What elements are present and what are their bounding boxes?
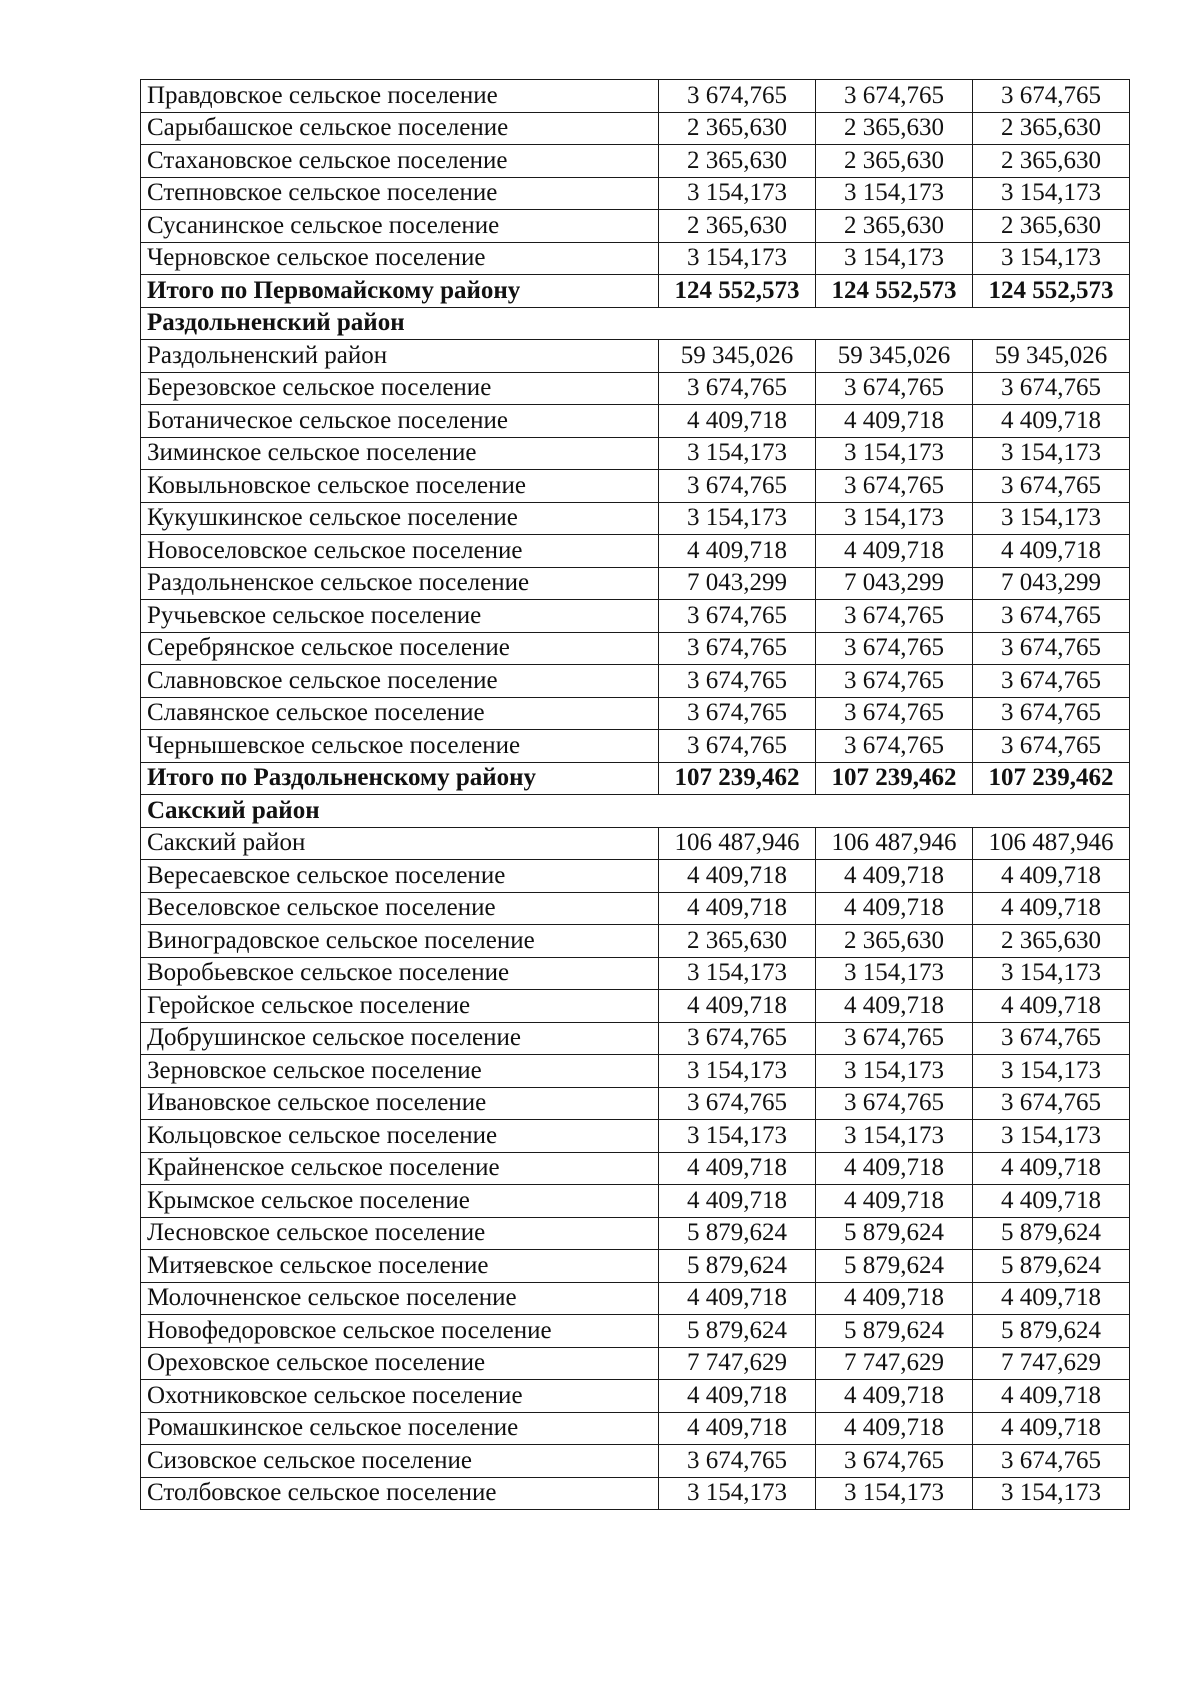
municipality-name: Чернышевское сельское поселение [141,730,659,763]
table-row [141,1055,1130,1088]
table-row [141,502,1130,535]
amount-year-3: 2 365,630 [973,145,1130,178]
amount-year-2: 4 409,718 [816,1380,973,1413]
amount-year-3: 4 409,718 [973,892,1130,925]
amount-year-1: 3 674,765 [659,1022,816,1055]
amount-year-1: 4 409,718 [659,1380,816,1413]
amount-year-1: 4 409,718 [659,892,816,925]
amount-year-2: 3 674,765 [816,665,973,698]
municipality-name: Сизовское сельское поселение [141,1445,659,1478]
amount-year-3: 4 409,718 [973,1185,1130,1218]
amount-year-1: 3 674,765 [659,470,816,503]
table-row [141,1087,1130,1120]
amount-year-1: 3 154,173 [659,1120,816,1153]
municipality-name: Кукушкинское сельское поселение [141,502,659,535]
table-row [141,892,1130,925]
amount-year-1: 3 154,173 [659,242,816,275]
total-row [141,275,1130,308]
table-row [141,437,1130,470]
municipality-name: Добрушинское сельское поселение [141,1022,659,1055]
table-row [141,340,1130,373]
amount-year-3: 3 154,173 [973,1477,1130,1510]
table-row [141,925,1130,958]
amount-year-2: 2 365,630 [816,145,973,178]
amount-year-3: 3 674,765 [973,730,1130,763]
document-page [140,79,1129,1510]
amount-year-3: 4 409,718 [973,1152,1130,1185]
municipality-name: Геройское сельское поселение [141,990,659,1023]
amount-year-2: 3 674,765 [816,600,973,633]
section-heading-row [141,795,1130,828]
amount-year-1: 3 154,173 [659,1055,816,1088]
municipality-name: Ореховское сельское поселение [141,1347,659,1380]
amount-year-1: 4 409,718 [659,405,816,438]
municipality-name: Славновское сельское поселение [141,665,659,698]
table-row [141,1022,1130,1055]
amount-year-1: 59 345,026 [659,340,816,373]
amount-year-1: 3 674,765 [659,372,816,405]
amount-year-3: 3 674,765 [973,1022,1130,1055]
amount-year-3: 4 409,718 [973,990,1130,1023]
amount-year-2: 3 674,765 [816,80,973,113]
municipality-name: Славянское сельское поселение [141,697,659,730]
municipality-name: Черновское сельское поселение [141,242,659,275]
table-row [141,632,1130,665]
municipality-name: Сарыбашское сельское поселение [141,112,659,145]
amount-year-3: 3 154,173 [973,177,1130,210]
amount-year-2: 2 365,630 [816,925,973,958]
amount-year-3: 3 154,173 [973,957,1130,990]
amount-year-1: 7 747,629 [659,1347,816,1380]
municipality-name: Ручьевское сельское поселение [141,600,659,633]
amount-year-2: 4 409,718 [816,990,973,1023]
municipality-name: Раздольненский район [141,340,659,373]
amount-year-2: 3 674,765 [816,1022,973,1055]
amount-year-1: 3 674,765 [659,1087,816,1120]
amount-year-1: 7 043,299 [659,567,816,600]
amount-year-2: 5 879,624 [816,1315,973,1348]
amount-year-3: 59 345,026 [973,340,1130,373]
amount-year-1: 3 674,765 [659,600,816,633]
table-row [141,112,1130,145]
amount-year-2: 2 365,630 [816,210,973,243]
municipality-name: Воробьевское сельское поселение [141,957,659,990]
amount-year-2: 3 674,765 [816,730,973,763]
total-amount-year-3: 107 239,462 [973,762,1130,795]
table-row [141,990,1130,1023]
amount-year-1: 4 409,718 [659,1282,816,1315]
municipality-name: Зиминское сельское поселение [141,437,659,470]
amount-year-1: 4 409,718 [659,860,816,893]
municipality-name: Новофедоровское сельское поселение [141,1315,659,1348]
total-label: Итого по Первомайскому району [141,275,659,308]
table-row [141,1412,1130,1445]
municipality-name: Ромашкинское сельское поселение [141,1412,659,1445]
section-heading-row [141,307,1130,340]
budget-allocation-table [140,79,1130,1510]
municipality-name: Раздольненское сельское поселение [141,567,659,600]
municipality-name: Правдовское сельское поселение [141,80,659,113]
amount-year-2: 4 409,718 [816,1412,973,1445]
amount-year-2: 3 674,765 [816,632,973,665]
amount-year-3: 3 674,765 [973,697,1130,730]
amount-year-3: 4 409,718 [973,1412,1130,1445]
table-row [141,1217,1130,1250]
table-row [141,1347,1130,1380]
municipality-name: Молочненское сельское поселение [141,1282,659,1315]
amount-year-2: 4 409,718 [816,405,973,438]
amount-year-1: 2 365,630 [659,925,816,958]
amount-year-3: 3 674,765 [973,600,1130,633]
table-row [141,827,1130,860]
table-row [141,730,1130,763]
table-row [141,567,1130,600]
municipality-name: Зерновское сельское поселение [141,1055,659,1088]
amount-year-1: 4 409,718 [659,990,816,1023]
municipality-name: Крымское сельское поселение [141,1185,659,1218]
amount-year-3: 7 043,299 [973,567,1130,600]
amount-year-2: 3 154,173 [816,1477,973,1510]
amount-year-1: 3 674,765 [659,697,816,730]
amount-year-1: 3 154,173 [659,177,816,210]
amount-year-1: 3 154,173 [659,437,816,470]
table-row [141,1315,1130,1348]
table-row [141,1477,1130,1510]
amount-year-2: 4 409,718 [816,1282,973,1315]
municipality-name: Веселовское сельское поселение [141,892,659,925]
section-heading: Раздольненский район [141,307,659,340]
table-row [141,957,1130,990]
amount-year-3: 2 365,630 [973,112,1130,145]
amount-year-1: 3 674,765 [659,80,816,113]
table-row [141,405,1130,438]
municipality-name: Сусанинское сельское поселение [141,210,659,243]
total-amount-year-3: 124 552,573 [973,275,1130,308]
amount-year-2: 3 674,765 [816,697,973,730]
amount-year-2: 2 365,630 [816,112,973,145]
table-row [141,1185,1130,1218]
table-row [141,600,1130,633]
amount-year-2: 4 409,718 [816,535,973,568]
total-amount-year-2: 107 239,462 [816,762,973,795]
amount-year-3: 3 154,173 [973,502,1130,535]
amount-year-3: 3 674,765 [973,665,1130,698]
municipality-name: Березовское сельское поселение [141,372,659,405]
amount-year-3: 2 365,630 [973,925,1130,958]
table-row [141,177,1130,210]
amount-year-3: 4 409,718 [973,405,1130,438]
amount-year-2: 3 154,173 [816,1120,973,1153]
amount-year-3: 4 409,718 [973,1282,1130,1315]
amount-year-2: 4 409,718 [816,892,973,925]
table-row [141,1120,1130,1153]
amount-year-2: 3 674,765 [816,372,973,405]
municipality-name: Ивановское сельское поселение [141,1087,659,1120]
municipality-name: Ковыльновское сельское поселение [141,470,659,503]
section-heading: Сакский район [141,795,659,828]
amount-year-1: 3 154,173 [659,502,816,535]
amount-year-3: 3 154,173 [973,242,1130,275]
amount-year-3: 3 674,765 [973,1445,1130,1478]
amount-year-1: 2 365,630 [659,145,816,178]
amount-year-2: 3 674,765 [816,1445,973,1478]
amount-year-3: 3 674,765 [973,632,1130,665]
table-row [141,665,1130,698]
municipality-name: Ботаническое сельское поселение [141,405,659,438]
amount-year-1: 2 365,630 [659,112,816,145]
amount-year-1: 4 409,718 [659,1185,816,1218]
amount-year-2: 5 879,624 [816,1250,973,1283]
municipality-name: Столбовское сельское поселение [141,1477,659,1510]
amount-year-2: 7 043,299 [816,567,973,600]
amount-year-2: 3 154,173 [816,177,973,210]
amount-year-2: 3 154,173 [816,1055,973,1088]
table-row [141,242,1130,275]
amount-year-3: 3 154,173 [973,1055,1130,1088]
amount-year-3: 3 674,765 [973,372,1130,405]
amount-year-1: 3 674,765 [659,1445,816,1478]
amount-year-2: 4 409,718 [816,860,973,893]
municipality-name: Новоселовское сельское поселение [141,535,659,568]
amount-year-2: 59 345,026 [816,340,973,373]
amount-year-3: 3 674,765 [973,1087,1130,1120]
amount-year-2: 3 154,173 [816,242,973,275]
table-row [141,1282,1130,1315]
municipality-name: Стахановское сельское поселение [141,145,659,178]
municipality-name: Охотниковское сельское поселение [141,1380,659,1413]
amount-year-1: 106 487,946 [659,827,816,860]
municipality-name: Вересаевское сельское поселение [141,860,659,893]
amount-year-2: 3 674,765 [816,470,973,503]
amount-year-1: 5 879,624 [659,1250,816,1283]
amount-year-3: 106 487,946 [973,827,1130,860]
municipality-name: Митяевское сельское поселение [141,1250,659,1283]
municipality-name: Крайненское сельское поселение [141,1152,659,1185]
amount-year-3: 3 154,173 [973,1120,1130,1153]
amount-year-3: 2 365,630 [973,210,1130,243]
table-row [141,145,1130,178]
amount-year-1: 3 674,765 [659,730,816,763]
amount-year-3: 4 409,718 [973,860,1130,893]
amount-year-1: 3 674,765 [659,665,816,698]
section-heading-empty-cell [659,795,1130,828]
amount-year-2: 3 154,173 [816,437,973,470]
table-body [141,80,1130,1510]
total-row [141,762,1130,795]
table-row [141,210,1130,243]
amount-year-3: 3 674,765 [973,80,1130,113]
amount-year-1: 4 409,718 [659,1412,816,1445]
amount-year-2: 7 747,629 [816,1347,973,1380]
table-row [141,1380,1130,1413]
amount-year-3: 5 879,624 [973,1315,1130,1348]
amount-year-2: 5 879,624 [816,1217,973,1250]
table-row [141,470,1130,503]
amount-year-2: 4 409,718 [816,1152,973,1185]
municipality-name: Серебрянское сельское поселение [141,632,659,665]
amount-year-2: 106 487,946 [816,827,973,860]
amount-year-3: 7 747,629 [973,1347,1130,1380]
amount-year-3: 4 409,718 [973,1380,1130,1413]
municipality-name: Кольцовское сельское поселение [141,1120,659,1153]
amount-year-1: 5 879,624 [659,1217,816,1250]
amount-year-2: 4 409,718 [816,1185,973,1218]
municipality-name: Степновское сельское поселение [141,177,659,210]
table-row [141,697,1130,730]
amount-year-3: 5 879,624 [973,1217,1130,1250]
amount-year-1: 2 365,630 [659,210,816,243]
amount-year-3: 3 154,173 [973,437,1130,470]
municipality-name: Виноградовское сельское поселение [141,925,659,958]
amount-year-1: 3 674,765 [659,632,816,665]
amount-year-3: 5 879,624 [973,1250,1130,1283]
table-row [141,80,1130,113]
total-amount-year-1: 124 552,573 [659,275,816,308]
amount-year-3: 3 674,765 [973,470,1130,503]
amount-year-2: 3 674,765 [816,1087,973,1120]
total-amount-year-1: 107 239,462 [659,762,816,795]
amount-year-1: 4 409,718 [659,1152,816,1185]
amount-year-1: 3 154,173 [659,1477,816,1510]
amount-year-1: 4 409,718 [659,535,816,568]
amount-year-2: 3 154,173 [816,502,973,535]
amount-year-2: 3 154,173 [816,957,973,990]
total-amount-year-2: 124 552,573 [816,275,973,308]
table-row [141,1152,1130,1185]
amount-year-1: 5 879,624 [659,1315,816,1348]
amount-year-3: 4 409,718 [973,535,1130,568]
table-row [141,860,1130,893]
table-row [141,1250,1130,1283]
amount-year-1: 3 154,173 [659,957,816,990]
municipality-name: Лесновское сельское поселение [141,1217,659,1250]
total-label: Итого по Раздольненскому району [141,762,659,795]
table-row [141,1445,1130,1478]
table-row [141,372,1130,405]
table-row [141,535,1130,568]
section-heading-empty-cell [659,307,1130,340]
municipality-name: Сакский район [141,827,659,860]
